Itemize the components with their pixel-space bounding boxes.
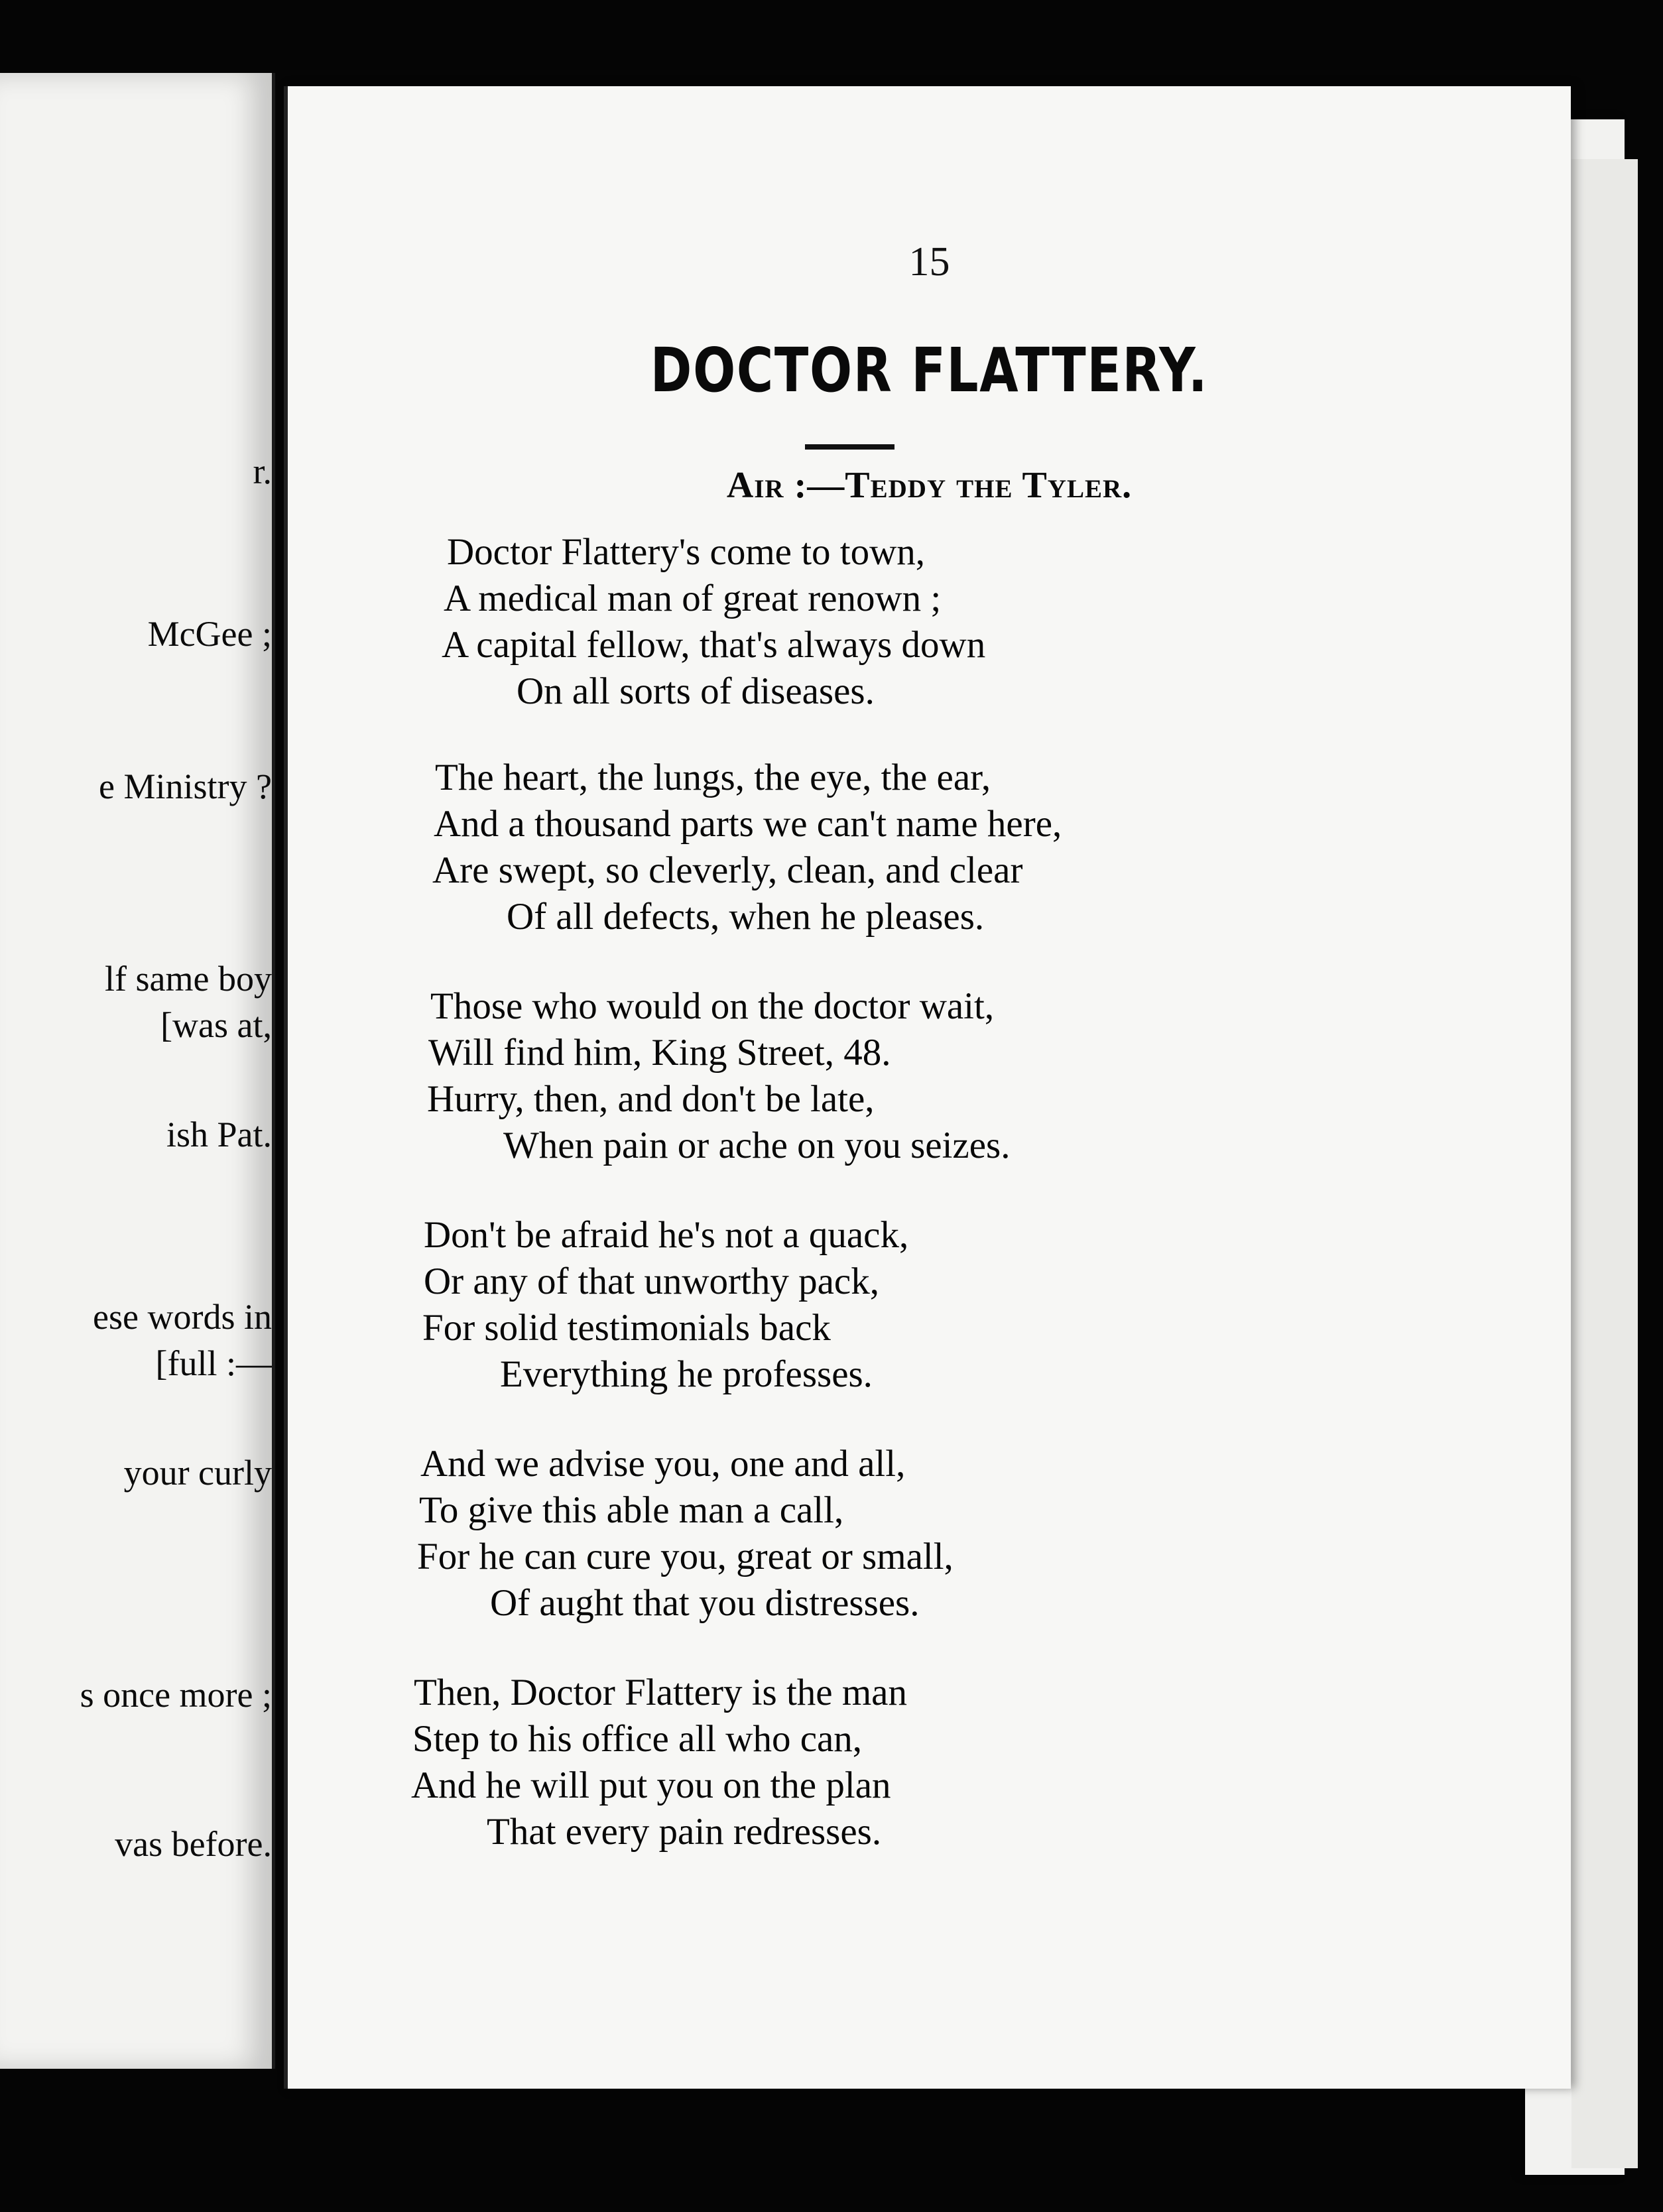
- verse-line: Hurry, then, and don't be late,: [427, 1078, 875, 1120]
- title-rule: [805, 444, 894, 450]
- verse-line: Are swept, so cleverly, clean, and clear: [432, 849, 1023, 891]
- verse-line: Those who would on the doctor wait,: [430, 985, 995, 1027]
- verse-line: Then, Doctor Flattery is the man: [414, 1672, 907, 1713]
- left-text-fragment: r.: [253, 452, 272, 491]
- verse-line: A medical man of great renown ;: [444, 578, 942, 619]
- previous-page: [0, 73, 275, 2069]
- left-text-fragment: lf same boy: [105, 959, 272, 999]
- song-title: DOCTOR FLATTERY.: [650, 335, 1209, 406]
- air-line: [288, 464, 1571, 507]
- left-text-fragment: McGee ;: [147, 614, 272, 654]
- air-label: Air :—: [726, 465, 845, 506]
- verse-line: Doctor Flattery's come to town,: [447, 531, 926, 573]
- left-text-fragment: [was at,: [160, 1005, 272, 1045]
- verse-line: A capital fellow, that's always down: [442, 624, 986, 666]
- left-text-fragment: [full :—: [155, 1343, 272, 1383]
- left-text-fragment: ish Pat.: [166, 1115, 272, 1154]
- verse-line: And we advise you, one and all,: [420, 1443, 906, 1485]
- page-number: 15: [908, 239, 950, 284]
- verse-line: That every pain redresses.: [487, 1811, 882, 1853]
- left-text-fragment: your curly: [123, 1453, 272, 1493]
- verse-line: Step to his office all who can,: [412, 1718, 863, 1760]
- air-tune: Teddy the Tyler.: [845, 465, 1133, 506]
- left-text-fragment: e Ministry ?: [99, 767, 272, 806]
- verse-line: To give this able man a call,: [419, 1489, 844, 1531]
- verse-line: Of all defects, when he pleases.: [507, 896, 985, 938]
- verse-line: Everything he professes.: [500, 1353, 873, 1395]
- verse-line: For solid testimonials back: [422, 1307, 831, 1349]
- left-text-fragment: ese words in: [93, 1297, 272, 1337]
- verse-line: And a thousand parts we can't name here,: [434, 803, 1062, 845]
- verse-line: Or any of that unworthy pack,: [424, 1260, 879, 1302]
- verse-line: Of aught that you distresses.: [490, 1582, 920, 1624]
- verse-line: Will find him, King Street, 48.: [428, 1032, 891, 1074]
- verse-line: The heart, the lungs, the eye, the ear,: [435, 757, 991, 798]
- left-text-fragment: vas before.: [115, 1824, 272, 1864]
- verse-line: When pain or ache on you seizes.: [503, 1125, 1011, 1166]
- verse-line: On all sorts of diseases.: [517, 670, 875, 712]
- left-text-fragment: s once more ;: [80, 1675, 272, 1715]
- verse-line: For he can cure you, great or small,: [417, 1536, 954, 1577]
- verse-line: And he will put you on the plan: [411, 1764, 891, 1806]
- page-edge-shadow: [1571, 159, 1638, 2168]
- song-page: [284, 86, 1571, 2089]
- verse-line: Don't be afraid he's not a quack,: [424, 1214, 909, 1256]
